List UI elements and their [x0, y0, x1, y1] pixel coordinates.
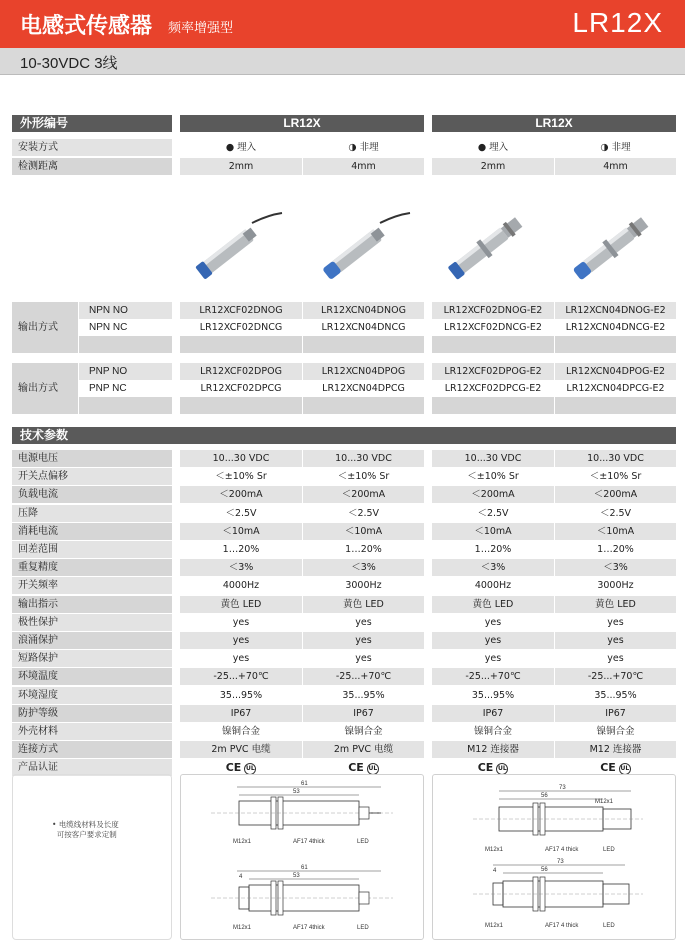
tech-param-value: 3000Hz: [555, 577, 676, 594]
tech-param-value: ＜±10% Sr: [180, 468, 302, 485]
ce-mark-icon: CE: [348, 761, 364, 774]
tech-param-value: ＜200mA: [180, 486, 302, 503]
group-1-header: LR12X: [180, 115, 424, 132]
tech-param-value: 4000Hz: [432, 577, 554, 594]
tech-param-value: ＜10mA: [555, 523, 676, 540]
npn-spacer: [79, 336, 172, 353]
tech-param-value: yes: [555, 650, 676, 667]
tech-param-value: M12 连接器: [555, 741, 676, 758]
dim-overall: 61: [301, 865, 308, 871]
ce-mark-icon: CE: [225, 761, 242, 774]
dim-body: 53: [293, 873, 300, 879]
tech-param-value: yes: [180, 632, 302, 649]
pnp-no-label: PNP NO: [79, 363, 172, 380]
tech-param-value: ＜3%: [432, 559, 554, 576]
dim-nut: AF17 4 thick: [545, 847, 579, 853]
pnp-nc-label: PNP NC: [79, 380, 172, 397]
tech-param-value: 10...30 VDC: [303, 450, 424, 467]
tech-param-label: 开关点偏移: [12, 468, 172, 485]
model-cell: LR12XCF02DNOG: [180, 302, 302, 319]
tech-param-value: 1…20%: [180, 541, 302, 558]
spacer-cell: [180, 336, 302, 353]
tech-param-value: ＜3%: [555, 559, 676, 576]
model-cell: LR12XCN04DPCG: [303, 380, 424, 397]
model-cell: LR12XCF02DPOG: [180, 363, 302, 380]
model-cell: LR12XCF02DNCG-E2: [432, 319, 554, 336]
ul-mark-icon: UL: [244, 763, 256, 775]
pnp-output-label: 输出方式: [12, 363, 78, 414]
tech-param-value: 镍铜合金: [555, 723, 676, 740]
tech-param-value: ＜3%: [180, 559, 302, 576]
model-cell: LR12XCF02DPOG-E2: [432, 363, 554, 380]
tech-param-label: 输出指示: [12, 596, 172, 613]
model-cell: LR12XCN04DNCG: [303, 319, 424, 336]
tech-param-value: yes: [180, 650, 302, 667]
tech-param-value: 35...95%: [555, 687, 676, 704]
tech-param-label: 回差范围: [12, 541, 172, 558]
distance-value: 2mm: [180, 158, 302, 175]
mount-value: ◑ 非埋: [303, 139, 424, 156]
model-name: LR12X: [572, 7, 663, 38]
dim-led: LED: [603, 923, 615, 929]
tech-param-value: 黄色 LED: [432, 596, 554, 613]
tech-param-value: 10...30 VDC: [432, 450, 554, 467]
tech-param-value: ＜±10% Sr: [303, 468, 424, 485]
tech-param-value: ＜±10% Sr: [555, 468, 676, 485]
tech-param-value: 4000Hz: [180, 577, 302, 594]
model-cell: LR12XCN04DPCG-E2: [555, 380, 676, 397]
mount-value: ● 埋入: [180, 139, 302, 156]
tech-param-value: 35...95%: [432, 687, 554, 704]
dim-led: LED: [603, 847, 615, 853]
tech-param-value: 2m PVC 电缆: [180, 741, 302, 758]
spacer-cell: [555, 397, 676, 414]
tech-param-label: 消耗电流: [12, 523, 172, 540]
tech-param-label: 防护等级: [12, 705, 172, 722]
tech-param-value: ＜2.5V: [180, 505, 302, 522]
sensor-connector-nonflush-image: [568, 200, 673, 290]
tech-param-value: 2m PVC 电缆: [303, 741, 424, 758]
spacer-cell: [180, 397, 302, 414]
tech-param-value: ＜10mA: [432, 523, 554, 540]
dim-thread: M12x1: [233, 839, 252, 845]
tech-param-label: 压降: [12, 505, 172, 522]
tech-param-value: ＜10mA: [180, 523, 302, 540]
tech-param-label: 环境湿度: [12, 687, 172, 704]
mount-label: 安装方式: [12, 139, 172, 156]
tech-param-label: 负载电流: [12, 486, 172, 503]
cable-note: • 电缆线材料及长度 可按客户要求定制: [52, 820, 119, 839]
tech-param-value: yes: [555, 614, 676, 631]
tech-param-value: IP67: [303, 705, 424, 722]
model-cell: LR12XCN04DNOG: [303, 302, 424, 319]
mount-value: ● 埋入: [432, 139, 554, 156]
tech-param-value: 镍铜合金: [180, 723, 302, 740]
distance-value: 2mm: [432, 158, 554, 175]
mount-value: ◑ 非埋: [555, 139, 676, 156]
tech-param-value: 黄色 LED: [303, 596, 424, 613]
tech-param-value: ＜±10% Sr: [432, 468, 554, 485]
tech-param-label: 外壳材料: [12, 723, 172, 740]
dim-thread: M12x1: [485, 847, 504, 853]
tech-param-value: ＜2.5V: [555, 505, 676, 522]
shape-code-label: 外形编号: [12, 115, 172, 132]
model-cell: LR12XCF02DNCG: [180, 319, 302, 336]
tech-param-label: 环境温度: [12, 668, 172, 685]
model-cell: LR12XCN04DNOG-E2: [555, 302, 676, 319]
tech-params-header: 技术参数: [12, 427, 676, 444]
note-box: [12, 774, 172, 940]
tech-param-value: 35...95%: [180, 687, 302, 704]
spacer-cell: [432, 336, 554, 353]
tech-param-value: 1…20%: [555, 541, 676, 558]
tech-param-value: ＜200mA: [432, 486, 554, 503]
tech-param-value: 镍铜合金: [432, 723, 554, 740]
dim-nut: AF17 4 thick: [545, 923, 579, 929]
tech-param-value: -25...+70℃: [180, 668, 302, 685]
model-cell: LR12XCF02DPCG-E2: [432, 380, 554, 397]
tech-param-label: 极性保护: [12, 614, 172, 631]
tech-param-label: 重复精度: [12, 559, 172, 576]
pnp-spacer: [79, 397, 172, 414]
tech-param-value: 3000Hz: [303, 577, 424, 594]
dim-overall: 61: [301, 781, 308, 787]
tech-param-label: 连接方式: [12, 741, 172, 758]
tech-param-value: 1…20%: [432, 541, 554, 558]
tech-param-value: 1…20%: [303, 541, 424, 558]
tech-param-value: 10...30 VDC: [180, 450, 302, 467]
tech-param-value: yes: [303, 632, 424, 649]
model-cell: LR12XCN04DNCG-E2: [555, 319, 676, 336]
sensor-connector-flush-image: [442, 200, 547, 290]
tech-param-value: yes: [432, 650, 554, 667]
tech-param-value: IP67: [180, 705, 302, 722]
tech-param-label: 产品认证: [12, 759, 172, 776]
connector-dimension-drawing: [432, 774, 676, 940]
ul-mark-icon: UL: [496, 763, 508, 775]
model-cell: LR12XCF02DPCG: [180, 380, 302, 397]
dim-body: 56: [541, 793, 548, 799]
tech-param-value: -25...+70℃: [432, 668, 554, 685]
distance-label: 检测距离: [12, 158, 172, 175]
dim-body: 53: [293, 789, 300, 795]
tech-param-value: ＜2.5V: [303, 505, 424, 522]
npn-nc-label: NPN NC: [79, 319, 172, 336]
tech-param-value: IP67: [432, 705, 554, 722]
tech-param-value: 黄色 LED: [555, 596, 676, 613]
tech-param-value: IP67: [555, 705, 676, 722]
page-subtitle: 频率增强型: [168, 21, 234, 36]
tech-param-value: 35...95%: [303, 687, 424, 704]
tech-param-label: 短路保护: [12, 650, 172, 667]
tech-param-value: yes: [303, 614, 424, 631]
ce-mark-icon: CE: [600, 761, 616, 774]
voltage-bar: [0, 48, 685, 75]
model-cell: LR12XCF02DNOG-E2: [432, 302, 554, 319]
dim-thread: M12x1: [485, 923, 504, 929]
tech-param-value: yes: [555, 632, 676, 649]
npn-no-label: NPN NO: [79, 302, 172, 319]
model-cell: LR12XCN04DPOG: [303, 363, 424, 380]
tech-param-value: 黄色 LED: [180, 596, 302, 613]
tech-param-value: ＜3%: [303, 559, 424, 576]
group-2-header: LR12X: [432, 115, 676, 132]
tech-param-value: yes: [180, 614, 302, 631]
tech-param-value: yes: [432, 614, 554, 631]
dim-nut: AF17 4thick: [293, 925, 325, 931]
page-title: 电感式传感器: [20, 14, 153, 39]
tech-param-value: ＜2.5V: [432, 505, 554, 522]
tech-param-value: ＜10mA: [303, 523, 424, 540]
tech-param-value: 镍铜合金: [303, 723, 424, 740]
tech-param-value: -25...+70℃: [303, 668, 424, 685]
dim-led: LED: [357, 839, 369, 845]
ul-mark-icon: UL: [367, 763, 379, 775]
tech-param-value: ＜200mA: [555, 486, 676, 503]
tech-param-value: M12 连接器: [432, 741, 554, 758]
tech-param-label: 开关频率: [12, 577, 172, 594]
tech-param-value: yes: [303, 650, 424, 667]
dim-overall: 73: [557, 859, 564, 865]
spacer-cell: [303, 397, 424, 414]
spacer-cell: [303, 336, 424, 353]
dim-plug: M12x1: [595, 799, 614, 805]
page-header: [0, 0, 685, 48]
npn-output-label: 输出方式: [12, 302, 78, 353]
cable-dimension-drawing: [180, 774, 424, 940]
dim-led: LED: [357, 925, 369, 931]
sensor-cable-flush-image: [190, 205, 290, 290]
dim-overall: 73: [559, 785, 566, 791]
tech-param-value: yes: [432, 632, 554, 649]
dim-tip: 4: [493, 868, 497, 874]
dim-body: 56: [541, 867, 548, 873]
tech-param-value: -25...+70℃: [555, 668, 676, 685]
distance-value: 4mm: [555, 158, 676, 175]
tech-param-label: 电源电压: [12, 450, 172, 467]
tech-param-value: ＜200mA: [303, 486, 424, 503]
dim-tip: 4: [239, 874, 243, 880]
voltage-label: 10-30VDC 3线: [20, 55, 118, 72]
ul-mark-icon: UL: [619, 763, 631, 775]
ce-mark-icon: CE: [477, 761, 494, 774]
sensor-cable-nonflush-image: [318, 205, 418, 290]
dim-thread: M12x1: [233, 925, 252, 931]
tech-param-value: 10...30 VDC: [555, 450, 676, 467]
distance-value: 4mm: [303, 158, 424, 175]
tech-param-label: 浪涌保护: [12, 632, 172, 649]
spacer-cell: [555, 336, 676, 353]
model-cell: LR12XCN04DPOG-E2: [555, 363, 676, 380]
dim-nut: AF17 4thick: [293, 839, 325, 845]
spacer-cell: [432, 397, 554, 414]
